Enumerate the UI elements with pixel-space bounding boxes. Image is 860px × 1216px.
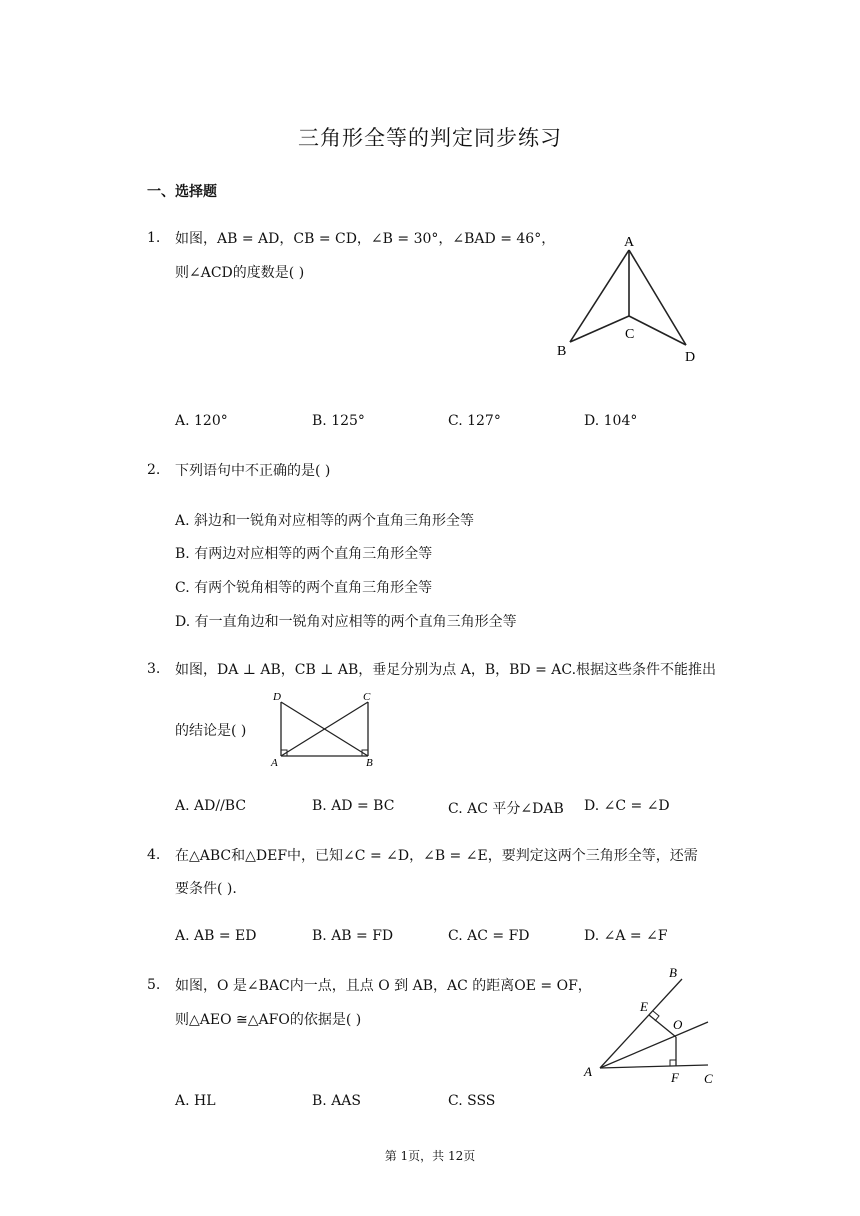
- vertex-label: A: [624, 235, 635, 250]
- vertex-label: D: [273, 691, 281, 703]
- option-a: A. AB = ED: [175, 928, 257, 944]
- point-label: E: [640, 999, 648, 1014]
- question-text-line: 则∠ACD的度数是( ): [175, 265, 305, 281]
- option-c: C. SSS: [448, 1093, 496, 1109]
- question-text-line: 要条件( ).: [175, 881, 237, 897]
- question-number: 4.: [147, 847, 161, 863]
- option-c: C. 有两个锐角相等的两个直角三角形全等: [175, 580, 433, 596]
- vertex-label: C: [625, 327, 635, 342]
- option-b: B. AAS: [312, 1093, 361, 1109]
- question-text-line: 的结论是( ): [175, 723, 247, 739]
- page-title: 三角形全等的判定同步练习: [298, 126, 562, 150]
- option-b: B. 125°: [312, 413, 365, 429]
- section-heading: 一、选择题: [147, 184, 217, 200]
- point-label: B: [669, 965, 677, 980]
- vertex-label: B: [366, 757, 373, 769]
- question-text-line: 下列语句中不正确的是( ): [175, 463, 331, 479]
- vertex-label: B: [557, 344, 567, 359]
- question-number: 3.: [147, 661, 161, 677]
- rectangle-figure: [268, 688, 380, 770]
- option-a: A. 斜边和一锐角对应相等的两个直角三角形全等: [175, 513, 475, 529]
- angle-bisector-figure: [578, 960, 728, 1090]
- question-text-line: 在△ABC和△DEF中，已知∠C = ∠D，∠B = ∠E，要判定这两个三角形全等，还需: [175, 848, 698, 864]
- option-d: D. 104°: [584, 413, 638, 429]
- question-number: 2.: [147, 462, 161, 478]
- question-number: 1.: [147, 230, 161, 246]
- question-text-line: 如图，O 是∠BAC内一点，且点 O 到 AB，AC 的距离OE = OF，: [175, 978, 592, 994]
- option-a: A. AD//BC: [175, 798, 247, 814]
- question-text-line: 则△AEO ≅△AFO的依据是( ): [175, 1012, 362, 1028]
- option-b: B. AB = FD: [312, 928, 394, 944]
- option-c: C. 127°: [448, 413, 501, 429]
- kite-figure: [550, 232, 710, 367]
- point-label: A: [584, 1064, 592, 1079]
- vertex-label: C: [363, 691, 371, 703]
- point-label: O: [673, 1017, 683, 1032]
- question-text-line: 如图，DA ⊥ AB，CB ⊥ AB，垂足分别为点 A，B，BD = AC.根据这些条件不能推出: [175, 662, 717, 678]
- option-a: A. 120°: [175, 413, 228, 429]
- option-d: D. 有一直角边和一锐角对应相等的两个直角三角形全等: [175, 614, 517, 630]
- option-c: C. AC 平分∠DAB: [448, 801, 564, 817]
- option-b: B. AD = BC: [312, 798, 395, 814]
- question-text-line: 如图，AB = AD，CB = CD，∠B = 30°，∠BAD = 46°，: [175, 231, 556, 247]
- question-number: 5.: [147, 977, 161, 993]
- vertex-label: A: [271, 757, 278, 769]
- option-a: A. HL: [175, 1093, 216, 1109]
- option-d: D. ∠C = ∠D: [584, 798, 670, 814]
- vertex-label: D: [685, 350, 696, 365]
- option-d: D. ∠A = ∠F: [584, 928, 668, 944]
- option-c: C. AC = FD: [448, 928, 530, 944]
- point-label: F: [671, 1070, 679, 1085]
- option-b: B. 有两边对应相等的两个直角三角形全等: [175, 546, 433, 562]
- point-label: C: [704, 1071, 713, 1086]
- page-footer: 第 1页，共 12页: [384, 1149, 476, 1163]
